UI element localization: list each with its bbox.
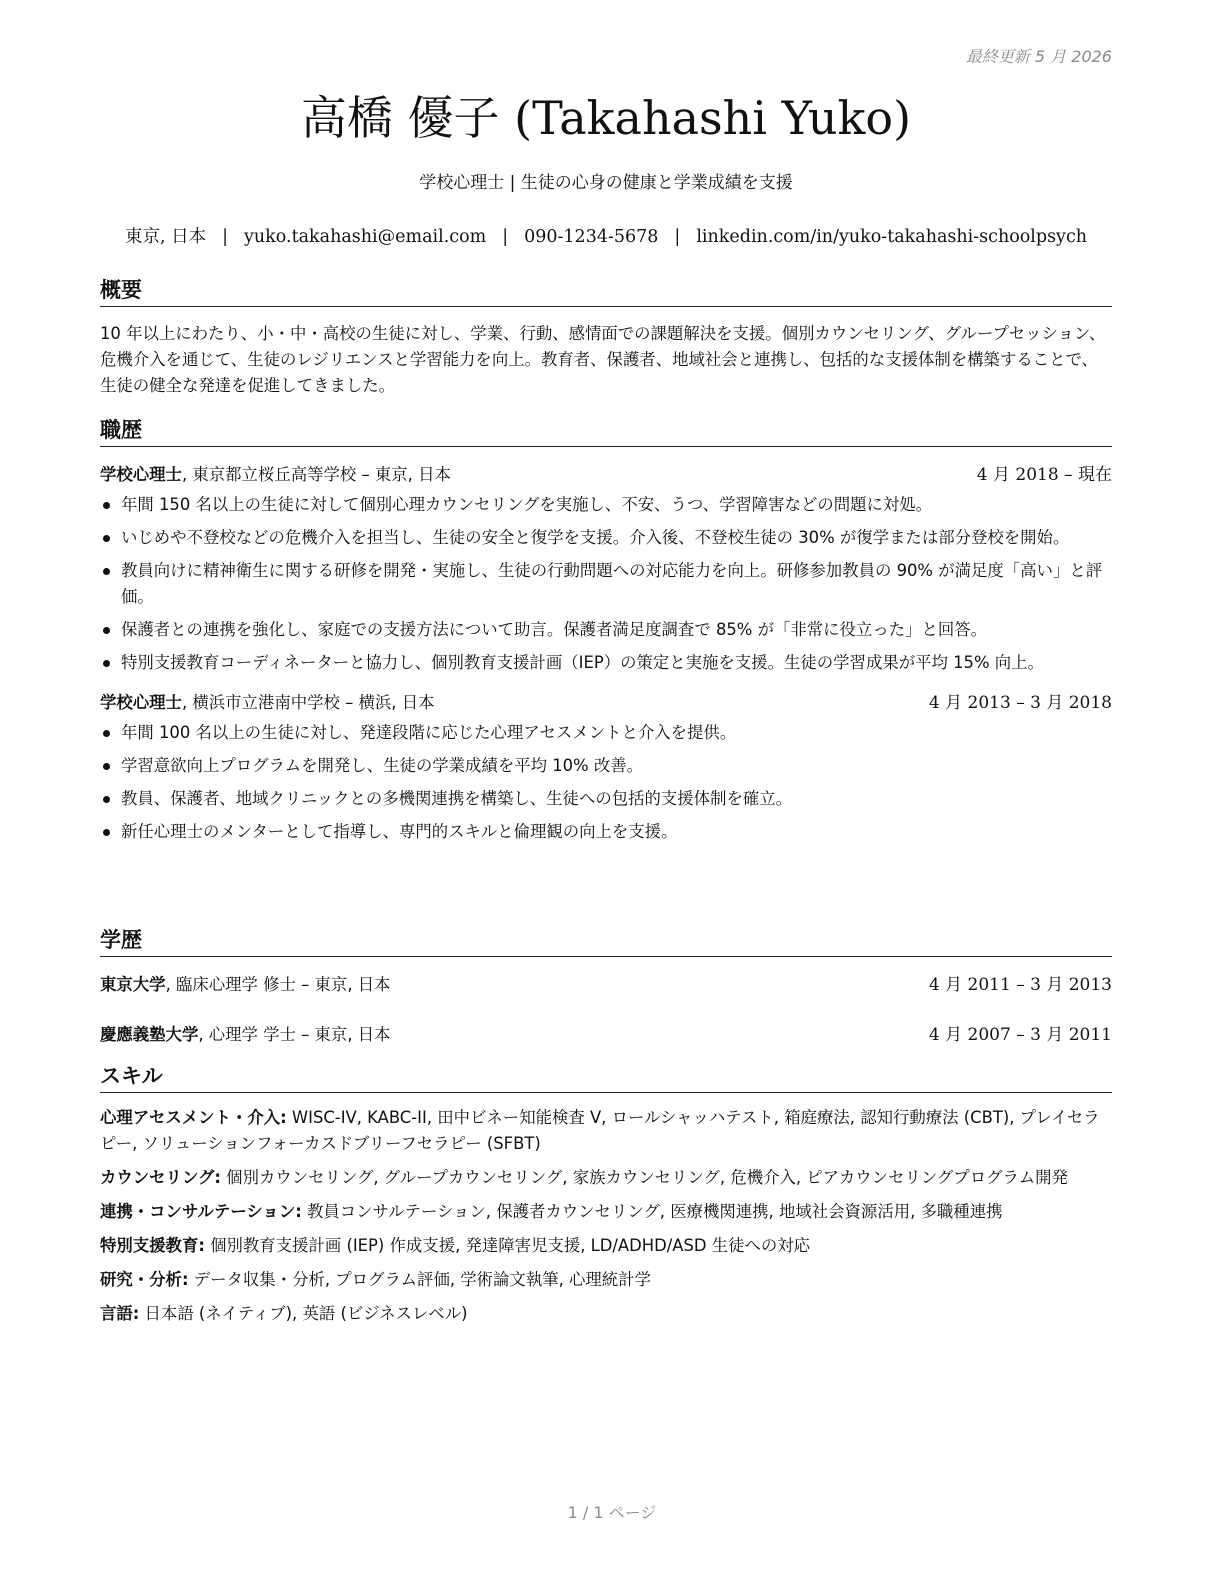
skill-row <box>100 1301 1112 1327</box>
job-bullet: 年間 150 名以上の生徒に対して個別心理カウンセリングを実施し、不安、うつ、学習障害などの問題に対処。 <box>100 492 1112 518</box>
skill-label: 連携・コンサルテーション: <box>100 1202 302 1221</box>
skill-text: 個別カウンセリング, グループカウンセリング, 家族カウンセリング, 危機介入, ピアカウンセリングプログラム開発 <box>220 1168 1068 1187</box>
job-bullet: 新任心理士のメンターとして指導し、専門的スキルと倫理観の向上を支援。 <box>100 819 1112 845</box>
job-bullets <box>100 720 1112 845</box>
job-bullet: いじめや不登校などの危機介入を担当し、生徒の安全と復学を支援。介入後、不登校生徒の 30% が復学または部分登校を開始。 <box>100 525 1112 551</box>
skill-row <box>100 1267 1112 1293</box>
candidate-name: 高橋 優子 (Takahashi Yuko) <box>300 91 912 145</box>
skill-text: 教員コンサルテーション, 保護者カウンセリング, 医療機関連携, 地域社会資源活用, 多職種連携 <box>301 1202 1003 1221</box>
contact-separator: | <box>222 227 229 247</box>
job-bullet: 年間 100 名以上の生徒に対し、発達段階に応じた心理アセスメントと介入を提供。 <box>100 720 1112 746</box>
section-title: 職歴 <box>100 416 1112 447</box>
contact-line <box>100 224 1112 250</box>
skill-label: 心理アセスメント・介入: <box>100 1108 287 1127</box>
summary-section <box>100 276 1112 399</box>
job-dates: 4 月 2013 – 3 月 2018 <box>928 693 1112 713</box>
contact-separator: | <box>502 227 509 247</box>
job-bullet: 教員向けに精神衛生に関する研修を開発・実施し、生徒の行動問題への対応能力を向上。研修参加教員の 90% が満足度「高い」と評価。 <box>100 558 1112 610</box>
skill-text: 個別教育支援計画 (IEP) 作成支援, 発達障害児支援, LD/ADHD/ASD 生徒への対応 <box>204 1236 811 1255</box>
job-org: , 東京都立桜丘高等学校 – 東京, 日本 <box>181 465 451 484</box>
education-section <box>100 926 1112 1048</box>
skills-section <box>100 1062 1112 1335</box>
contact-phone[interactable]: 090-1234-5678 <box>524 227 659 247</box>
skill-text: 日本語 (ネイティブ), 英語 (ビジネスレベル) <box>139 1304 468 1323</box>
page-number: 1 / 1 ページ <box>567 1503 657 1522</box>
section-title: スキル <box>100 1062 1112 1093</box>
contact-email[interactable]: yuko.takahashi@email.com <box>244 227 487 247</box>
resume-page <box>100 0 1112 1584</box>
job-role: 学校心理士 <box>100 693 182 712</box>
job-bullet: 教員、保護者、地域クリニックとの多機関連携を構築し、生徒への包括的支援体制を確立。 <box>100 786 1112 812</box>
skill-row <box>100 1105 1112 1157</box>
education-detail: , 臨床心理学 修士 – 東京, 日本 <box>165 975 391 994</box>
education-detail: , 心理学 学士 – 東京, 日本 <box>198 1025 391 1044</box>
skill-text: データ収集・分析, プログラム評価, 学術論文執筆, 心理統計学 <box>188 1270 651 1289</box>
skill-row <box>100 1165 1112 1191</box>
job-dates: 4 月 2018 – 現在 <box>976 465 1112 485</box>
education-entry <box>100 972 1112 998</box>
contact-separator: | <box>674 227 681 247</box>
section-title: 学歴 <box>100 926 1112 957</box>
summary-text: 10 年以上にわたり、小・中・高校の生徒に対し、学業、行動、感情面での課題解決を支援。個別カウンセリング、グループセッション、危機介入を通じて、生徒のレジリエンスと学習能力を向上。教育者、保護者、地域社会と連携し、包括的な支援体制を構築することで、生徒の健全な発達を促進してきました。 <box>100 324 1106 395</box>
skill-label: 特別支援教育: <box>100 1236 205 1255</box>
last-updated: 最終更新 5 月 2026 <box>965 47 1112 66</box>
skills-list <box>100 1105 1112 1327</box>
skill-label: 研究・分析: <box>100 1270 189 1289</box>
skill-text: WISC-IV, KABC-II, 田中ビネー知能検査 V, ロールシャッハテスト, 箱庭療法, 認知行動療法 (CBT), プレイセラピー, ソリューションフォーカスドブリーフセラピー (SFBT) <box>100 1108 1100 1153</box>
education-school: 慶應義塾大学 <box>100 1025 199 1044</box>
education-entry <box>100 1022 1112 1048</box>
job-bullet: 学習意欲向上プログラムを開発し、生徒の学業成績を平均 10% 改善。 <box>100 753 1112 779</box>
education-dates: 4 月 2007 – 3 月 2011 <box>928 1025 1112 1045</box>
tagline: 学校心理士 | 生徒の心身の健康と学業成績を支援 <box>419 173 793 193</box>
skill-label: 言語: <box>100 1304 140 1323</box>
contact-location: 東京, 日本 <box>124 227 207 247</box>
job-bullets <box>100 492 1112 676</box>
job-heading <box>100 462 1112 488</box>
contact-linkedin[interactable]: linkedin.com/in/yuko-takahashi-schoolpsych <box>696 227 1088 247</box>
job-role: 学校心理士 <box>100 465 182 484</box>
education-school: 東京大学 <box>100 975 166 994</box>
job-org: , 横浜市立港南中学校 – 横浜, 日本 <box>181 693 435 712</box>
skill-label: カウンセリング: <box>100 1168 221 1187</box>
job-bullet: 保護者との連携を強化し、家庭での支援方法について助言。保護者満足度調査で 85% が「非常に役立った」と回答。 <box>100 617 1112 643</box>
job-bullet: 特別支援教育コーディネーターと協力し、個別教育支援計画（IEP）の策定と実施を支援。生徒の学習成果が平均 15% 向上。 <box>100 650 1112 676</box>
job-entry <box>100 690 1112 845</box>
education-dates: 4 月 2011 – 3 月 2013 <box>928 975 1112 995</box>
skill-row <box>100 1233 1112 1259</box>
skill-row <box>100 1199 1112 1225</box>
job-entry <box>100 462 1112 676</box>
section-title: 概要 <box>100 276 1112 307</box>
experience-section <box>100 416 1112 852</box>
